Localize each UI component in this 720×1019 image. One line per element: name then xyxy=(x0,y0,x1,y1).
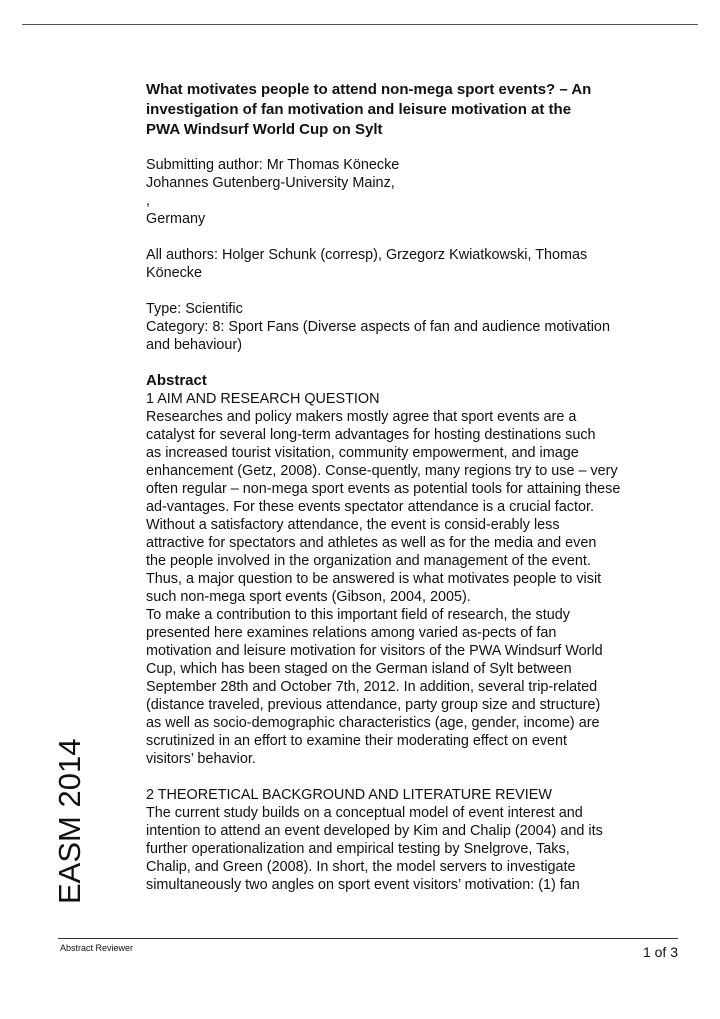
body-line: as increased tourist visitation, community empowerment, and image xyxy=(146,445,579,461)
body-line: further operationalization and empirical testing by Snelgrove, Taks, xyxy=(146,841,570,857)
title-line: What motivates people to attend non-mega sport events? – An xyxy=(146,81,592,98)
category-line: Category: 8: Sport Fans (Diverse aspects of fan and audience motivation xyxy=(146,319,610,335)
body-line: catalyst for several long-term advantages for hosting destinations such xyxy=(146,427,596,443)
top-rule xyxy=(22,24,698,25)
address-line: , xyxy=(146,193,150,209)
body-line: ad-vantages. For these events spectator attendance is a crucial factor. xyxy=(146,499,594,515)
footer-reviewer-label: Abstract Reviewer xyxy=(60,943,134,953)
section-background xyxy=(146,786,666,894)
category-line: and behaviour) xyxy=(146,337,243,353)
body-line: Thus, a major question to be answered is what motivates people to visit xyxy=(146,571,602,587)
body-line: intention to attend an event developed by Kim and Chalip (2004) and its xyxy=(146,823,603,839)
body-line: Researches and policy makers mostly agree that sport events are a xyxy=(146,409,577,425)
page-number: 1 of 3 xyxy=(642,944,678,960)
footer-rule xyxy=(58,938,678,939)
body-line: The current study builds on a conceptual model of event interest and xyxy=(146,805,583,821)
abstract-document xyxy=(146,80,666,894)
paper-title xyxy=(146,80,666,140)
submitting-author: Submitting author: Mr Thomas Könecke xyxy=(146,157,400,173)
type-category-block xyxy=(146,300,666,354)
title-line: investigation of fan motivation and leisure motivation at the xyxy=(146,101,572,118)
body-line: Chalip, and Green (2008). In short, the model servers to investigate xyxy=(146,859,576,875)
body-line: enhancement (Getz, 2008). Conse-quently, many regions try to use – very xyxy=(146,463,618,479)
all-authors-block xyxy=(146,246,666,282)
type-line: Type: Scientific xyxy=(146,301,243,317)
body-line: such non-mega sport events (Gibson, 2004, 2005). xyxy=(146,589,471,605)
all-authors-line: All authors: Holger Schunk (corresp), Grzegorz Kwiatkowski, Thomas xyxy=(146,247,588,263)
body-line: To make a contribution to this important field of research, the study xyxy=(146,607,570,623)
body-line: the people involved in the organization and management of the event. xyxy=(146,553,591,569)
section-heading: 2 THEORETICAL BACKGROUND AND LITERATURE REVIEW xyxy=(146,787,552,803)
abstract-heading: Abstract xyxy=(146,372,207,389)
title-line: PWA Windsurf World Cup on Sylt xyxy=(146,121,383,138)
body-line: Cup, which has been staged on the German island of Sylt between xyxy=(146,661,572,677)
all-authors-line: Könecke xyxy=(146,265,203,281)
submitting-author-block xyxy=(146,156,666,228)
body-line: as well as socio-demographic characteristics (age, gender, income) are xyxy=(146,715,600,731)
institution: Johannes Gutenberg-University Mainz, xyxy=(146,175,395,191)
country: Germany xyxy=(146,211,206,227)
body-line: September 28th and October 7th, 2012. In addition, several trip-related xyxy=(146,679,598,695)
body-line: Without a satisfactory attendance, the event is consid-erably less xyxy=(146,517,560,533)
body-line: simultaneously two angles on sport event visitors’ motivation: (1) fan xyxy=(146,877,580,893)
section-aim xyxy=(146,390,666,768)
body-line: presented here examines relations among varied as-pects of fan xyxy=(146,625,557,641)
body-line: scrutinized in an effort to examine their moderating effect on event xyxy=(146,733,568,749)
body-line: often regular – non-mega sport events as potential tools for attaining these xyxy=(146,481,621,497)
conference-side-label: EASM 2014 xyxy=(52,738,87,904)
body-line: motivation and leisure motivation for visitors of the PWA Windsurf World xyxy=(146,643,603,659)
body-line: (distance traveled, previous attendance, party group size and structure) xyxy=(146,697,601,713)
body-line: visitors’ behavior. xyxy=(146,751,256,767)
body-line: attractive for spectators and athletes as well as for the media and even xyxy=(146,535,597,551)
section-heading: 1 AIM AND RESEARCH QUESTION xyxy=(146,391,380,407)
